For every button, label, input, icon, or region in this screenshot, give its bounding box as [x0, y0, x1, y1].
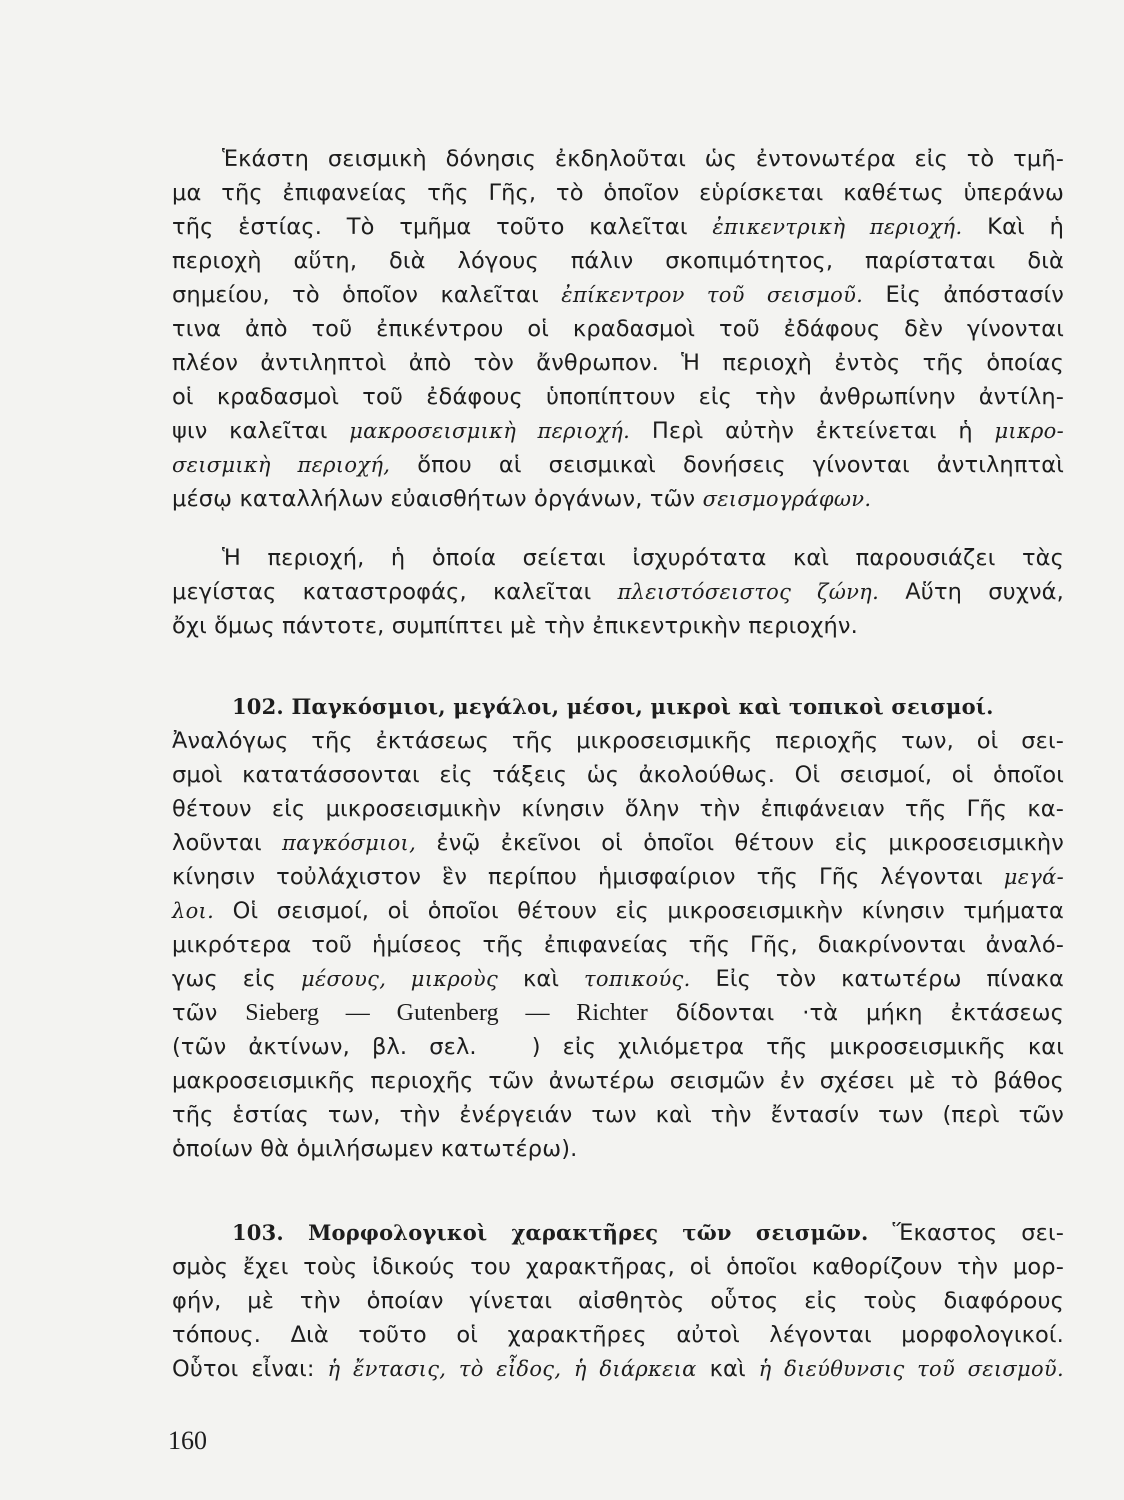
- section-heading: [172, 690, 1064, 724]
- italic-term: πλειστόσειστος ζώνη.: [617, 580, 880, 604]
- text-line: τῆς ἑστίας των, τὴν ἐνέργειάν των καὶ τὴν ἔντασίν των (περὶ τῶν: [172, 1102, 1064, 1128]
- text-line: ὁποίων θὰ ὁμιλήσωμεν κατωτέρω).: [172, 1136, 578, 1162]
- text-line: μακροσεισμικῆς περιοχῆς τῶν ἀνωτέρω σεισμῶν ἐν σχέσει μὲ τὸ βάθος: [172, 1068, 1064, 1094]
- italic-term: μέσους, μικροὺς: [301, 967, 499, 991]
- text-line: λοῦνται παγκόσμιοι, ἐνῷ ἐκεῖνοι οἱ ὁποῖοι θέτουν εἰς μικροσεισμικὴν: [172, 830, 1064, 856]
- italic-term: σεισμογράφων.: [702, 487, 872, 511]
- text-line: ὄχι ὅμως πάντοτε, συμπίπτει μὲ τὴν ἐπικεντρικὴν περιοχήν.: [172, 613, 858, 639]
- text-line: Ἀναλόγως τῆς ἐκτάσεως τῆς μικροσεισμικῆς περιοχῆς των, οἱ σει-: [172, 728, 1064, 754]
- text-line: περιοχὴ αὕτη, διὰ λόγους πάλιν σκοπιμότητος, παρίσταται διὰ: [172, 248, 1064, 274]
- text-line: τινα ἀπὸ τοῦ ἐπικέντρου οἱ κραδασμοὶ τοῦ ἐδάφους δὲν γίνονται: [172, 316, 1064, 342]
- text-line: τῆς ἑστίας. Τὸ τμῆμα τοῦτο καλεῖται ἐπικεντρικὴ περιοχή. Καὶ ἡ: [172, 214, 1064, 240]
- italic-term: τοπικούς.: [583, 967, 691, 991]
- italic-term: σεισμικὴ περιοχή,: [172, 453, 391, 477]
- text-line: φήν, μὲ τὴν ὁποίαν γίνεται αἰσθητὸς οὗτος εἰς τοὺς διαφόρους: [172, 1288, 1064, 1314]
- text-line: σημείου, τὸ ὁποῖον καλεῖται ἐπίκεντρον τοῦ σεισμοῦ. Εἰς ἀπόστασίν: [172, 282, 1064, 308]
- text-line: μεγίστας καταστροφάς, καλεῖται πλειστόσειστος ζώνη. Αὕτη συχνά,: [172, 579, 1064, 605]
- italic-term: μεγά-: [1003, 865, 1064, 889]
- text-line: σμοὶ κατατάσσονται εἰς τάξεις ὡς ἀκολούθως. Οἱ σεισμοί, οἱ ὁποῖοι: [172, 762, 1064, 788]
- italic-term: μακροσεισμικὴ περιοχή.: [349, 419, 631, 443]
- italic-term: μικρο-: [994, 419, 1065, 443]
- page-number: 160: [168, 1426, 207, 1455]
- text-line: (τῶν ἀκτίνων, βλ. σελ. ) εἰς χιλιόμετρα τῆς μικροσεισμικῆς και: [172, 1034, 1065, 1060]
- text-line: Ἑκάστη σεισμικὴ δόνησις ἐκδηλοῦται ὡς ἐντονωτέρα εἰς τὸ τμῆ-: [222, 146, 1064, 172]
- italic-term: ἐπίκεντρον τοῦ σεισμοῦ.: [561, 283, 864, 307]
- text-line: γως εἰς μέσους, μικροὺς καὶ τοπικούς. Εἰς τὸν κατωτέρω πίνακα: [172, 966, 1065, 992]
- text-line: σμὸς ἔχει τοὺς ἰδικούς του χαρακτῆρας, οἱ ὁποῖοι καθορίζουν τὴν μορ-: [172, 1254, 1064, 1280]
- text-line: Ἡ περιοχή, ἡ ὁποία σείεται ἰσχυρότατα καὶ παρουσιάζει τὰς: [222, 545, 1064, 571]
- author-names: Sieberg — Gutenberg — Richter: [245, 1000, 648, 1026]
- italic-term: ἐπικεντρικὴ περιοχή.: [712, 215, 963, 239]
- section-103-heading: 103. Μορφολογικοὶ χαρακτῆρες τῶν σεισμῶν.: [232, 1220, 869, 1245]
- text-line: σεισμικὴ περιοχή, ὅπου αἱ σεισμικαὶ δονήσεις γίνονται ἀντιληπταὶ: [172, 452, 1064, 478]
- italic-term: λοι.: [172, 899, 215, 923]
- section-103: [172, 1216, 1064, 1386]
- text-line: πλέον ἀντιληπτοὶ ἀπὸ τὸν ἄνθρωπον. Ἡ περιοχὴ ἐντὸς τῆς ὁποίας: [172, 350, 1064, 376]
- text-line: τόπους. Διὰ τοῦτο οἱ χαρακτῆρες αὐτοὶ λέγονται μορφολογικοί.: [172, 1322, 1064, 1348]
- text-line: 103. Μορφολογικοὶ χαρακτῆρες τῶν σεισμῶν. Ἕκαστος σει-: [232, 1220, 1064, 1246]
- italic-term: παγκόσμιοι,: [282, 831, 417, 855]
- text-line: θέτουν εἰς μικροσεισμικὴν κίνησιν ὅλην τὴν ἐπιφάνειαν τῆς Γῆς κα-: [172, 796, 1064, 822]
- text-line: μα τῆς ἐπιφανείας τῆς Γῆς, τὸ ὁποῖον εὑρίσκεται καθέτως ὑπεράνω: [172, 180, 1064, 206]
- text-line: μέσῳ καταλλήλων εὐαισθήτων ὀργάνων, τῶν σεισμογράφων.: [172, 486, 872, 512]
- italic-term: ἡ ἔντασις, τὸ εἶδος, ἡ διάρκεια: [327, 1357, 697, 1381]
- section-102: [172, 690, 1064, 1166]
- paragraph-epicentral-region: [172, 142, 1064, 516]
- text-line: μικρότερα τοῦ ἡμίσεος τῆς ἐπιφανείας τῆς Γῆς, διακρίνονται ἀναλό-: [172, 932, 1064, 958]
- paragraph-pleistoseismal-zone: [172, 541, 1064, 643]
- section-102-heading: 102. Παγκόσμιοι, μεγάλοι, μέσοι, μικροὶ καὶ τοπικοὶ σεισμοί.: [232, 694, 994, 719]
- text-line: λοι. Οἱ σεισμοί, οἱ ὁποῖοι θέτουν εἰς μικροσεισμικὴν κίνησιν τμήματα: [172, 898, 1064, 924]
- text-line: ψιν καλεῖται μακροσεισμικὴ περιοχή. Περὶ αὐτὴν ἐκτείνεται ἡ μικρο-: [172, 418, 1065, 444]
- italic-term: ἡ διεύθυνσις τοῦ σεισμοῦ.: [758, 1357, 1064, 1381]
- text-line: κίνησιν τοὐλάχιστον ἓν περίπου ἡμισφαίριον τῆς Γῆς λέγονται μεγά-: [172, 864, 1064, 890]
- text-line: τῶν Sieberg — Gutenberg — Richter δίδονται ·τὰ μήκη ἐκτάσεως: [172, 1000, 1064, 1026]
- text-line: οἱ κραδασμοὶ τοῦ ἐδάφους ὑποπίπτουν εἰς τὴν ἀνθρωπίνην ἀντίλη-: [172, 384, 1064, 410]
- text-line: Οὗτοι εἶναι: ἡ ἔντασις, τὸ εἶδος, ἡ διάρκεια καὶ ἡ διεύθυνσις τοῦ σεισμοῦ.: [172, 1356, 1064, 1382]
